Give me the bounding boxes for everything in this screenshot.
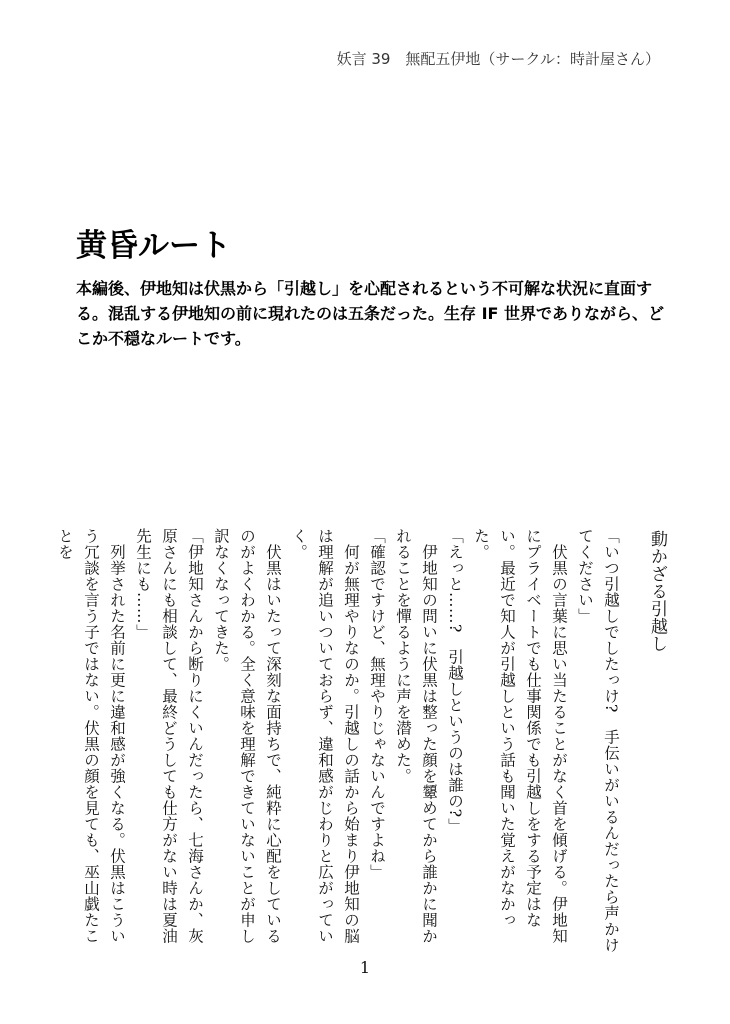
route-title: 黄昏ルート <box>76 228 231 264</box>
page-number: 1 <box>359 958 371 977</box>
story-paragraph: 「いつ引越しでしたっけ? 手伝いがいるんだったら声かけてください」 <box>576 528 620 953</box>
story-paragraph: 伏黒の言葉に思い当たることがなく首を傾げる。伊地知にプライベートでも仕事関係でも引越しをする予定はない。最近で知人が引越しという話も聞いた覚えがなかった。 <box>472 528 568 944</box>
story-paragraph: 何が無理やりなのか。引越しの話から始まり伊地知の脳は理解が追いついておらず、違和感がじわりと広がっていく。 <box>290 528 360 944</box>
story-body <box>56 528 670 958</box>
route-synopsis: 本編後、伊地知は伏黒から「引越し」を心配されるという不可解な状況に直面する。混乱する伊地知の前に現れたのは五条だった。生存 IF 世界でありながら、どこか不穏なルートです。 <box>76 279 665 348</box>
story-paragraph: 「伊地知さんから断りにくいんだったら、七海さんか、灰原さんにも相談して、最終どうしても仕方がない時は夏油先生にも……」 <box>134 528 204 944</box>
story-paragraph: 「確認ですけど、無理やりじゃないんですよね」 <box>368 528 386 880</box>
story-paragraph: 伏黒はいたって深刻な面持ちで、純粋に心配をしているのがよくわかる。全く意味を理解できていないことが申し訳なくなってきた。 <box>212 528 282 944</box>
story-paragraph: 「えっと……? 引越しというのは誰の?」 <box>446 528 464 834</box>
chapter-heading: 動かざる引越し <box>647 530 667 653</box>
story-paragraph: 列挙された名前に更に違和感が強くなる。伏黒はこういう冗談を言う子ではない。伏黒の顔を見ても、巫山戯たことを <box>56 528 126 944</box>
running-header: 妖言 39 無配五伊地（サークル：時計屋さん） <box>336 50 660 68</box>
story-paragraph: 伊地知の問いに伏黒は整った顔を顰めてから誰かに聞かれることを憚るように声を潜めた。 <box>394 528 438 944</box>
